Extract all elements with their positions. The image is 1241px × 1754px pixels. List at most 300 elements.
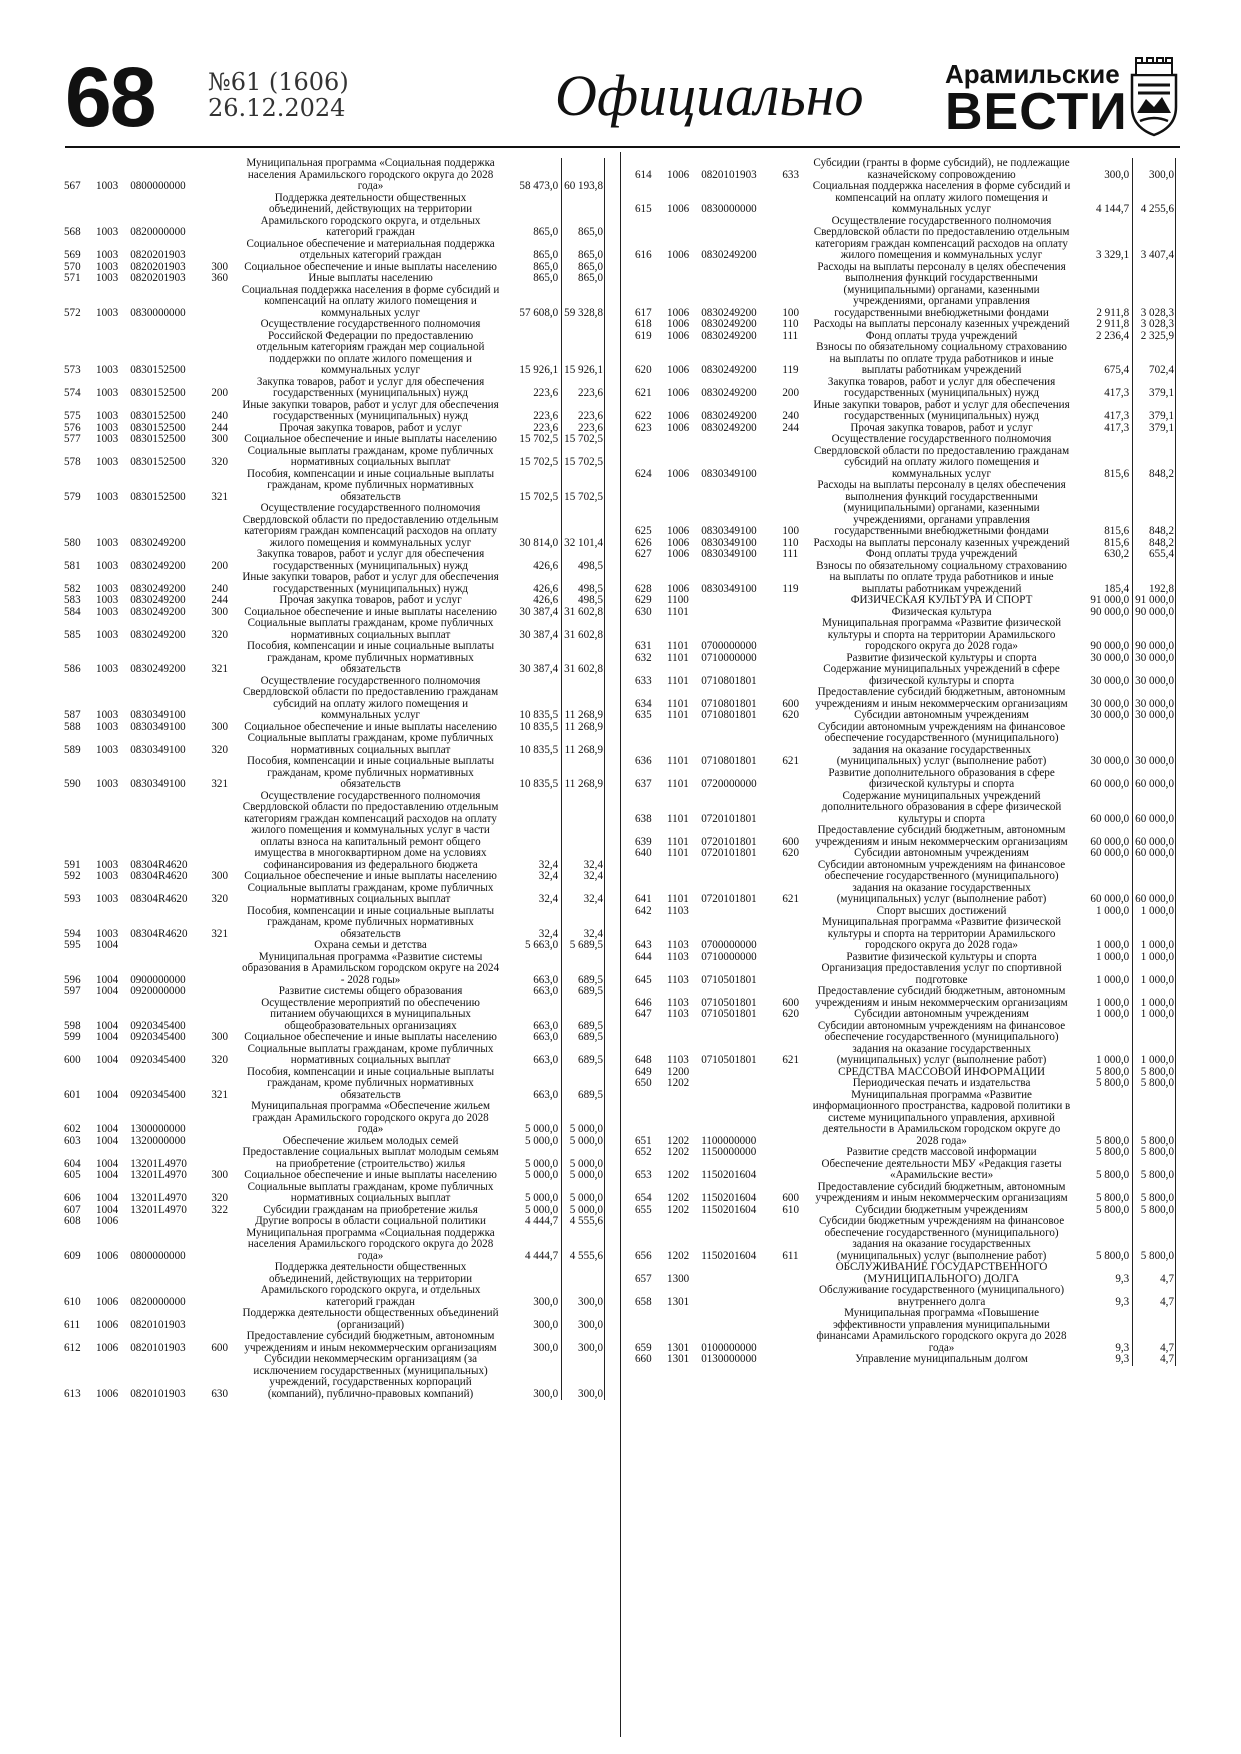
amount-2026: 32,4: [562, 791, 605, 872]
amount-2026: 5 800,0: [1133, 1216, 1176, 1262]
section-code: 1101: [667, 778, 689, 790]
section-code: 1003: [96, 743, 119, 756]
expense-type: 321: [211, 927, 228, 940]
expense-type: [781, 791, 811, 826]
table-row: [63, 1182, 605, 1205]
row-number: 638: [635, 812, 652, 825]
section-code: 1004: [96, 973, 119, 986]
item-name: Субсидии автономным учреждениям на финансовое обеспечение государственного (муниципального) задания на оказание государственных (муниципальных) услуг (выполнение работ): [817, 1019, 1066, 1066]
amount-2025: 417,3: [1104, 410, 1130, 422]
item-name: Взносы по обязательному социальному страхованию на выплаты по оплате труда работников и иные выплаты работникам учреждений: [816, 559, 1067, 595]
header-rule: [65, 146, 1180, 148]
amount-2026: 223,6: [562, 377, 605, 400]
row-number: 634: [635, 697, 652, 710]
expense-type: [781, 181, 811, 216]
item-name: Обеспечение жильем молодых семей: [282, 1134, 459, 1147]
row-number: 595: [64, 939, 81, 951]
expense-type: 600: [782, 697, 799, 710]
amount-2025: 5 800,0: [1095, 1065, 1130, 1078]
target-code: 0830249200: [701, 306, 757, 319]
target-code: 0800000000: [130, 1249, 186, 1262]
item-name: Поддержка деятельности общественных объединений, действующих на территории Арамильского городского округа, и отдельных категорий граждан: [260, 1261, 481, 1308]
amount-2025: 300,0: [533, 1387, 559, 1400]
amount-2026: 689,5: [562, 1067, 605, 1102]
target-code: 1150201604: [701, 1203, 757, 1216]
row-number: 591: [64, 858, 81, 871]
item-name: Социальное обеспечение и иные выплаты населению: [244, 433, 497, 445]
table-row: [63, 158, 605, 193]
section-code: 1006: [96, 1215, 119, 1227]
amount-2026: 689,5: [562, 1044, 605, 1067]
target-code: 0820101903: [130, 1318, 186, 1331]
expense-type: 621: [782, 893, 799, 905]
amount-2025: 223,6: [533, 387, 559, 399]
item-name: Предоставление субсидий бюджетным, автономным учреждениям и иным некоммерческим организациям: [815, 985, 1068, 1009]
amount-2026: 5 800,0: [1133, 1067, 1176, 1079]
target-code: 1100000000: [701, 1134, 757, 1147]
expense-type: 620: [782, 847, 799, 859]
expense-type: 111: [782, 329, 799, 342]
table-row: [634, 710, 1176, 722]
section-code: 1006: [667, 525, 690, 537]
section-code: 1003: [96, 180, 119, 192]
expense-type: [781, 963, 811, 986]
table-row: [63, 791, 605, 872]
item-name: ОБСЛУЖИВАНИЕ ГОСУДАРСТВЕННОГО (МУНИЦИПАЛЬНОГО) ДОЛГА: [835, 1261, 1048, 1285]
expense-type: 200: [782, 387, 799, 399]
expense-type: [210, 1216, 240, 1228]
section-code: 1004: [96, 1134, 119, 1147]
amount-2026: 32,4: [562, 883, 605, 906]
item-name: Субсидии гражданам на приобретение жилья: [263, 1203, 478, 1216]
row-number: 567: [64, 180, 81, 192]
row-number: 648: [635, 1054, 652, 1066]
expense-type: 110: [782, 536, 799, 549]
logo-line2: ВЕСТИ: [945, 83, 1128, 141]
section-code: 1004: [96, 1157, 119, 1170]
amount-2026: 1 000,0: [1133, 952, 1176, 964]
amount-2025: 60 000,0: [1090, 893, 1130, 905]
amount-2025: 3 329,1: [1095, 249, 1130, 261]
expense-type: 110: [782, 318, 799, 330]
expense-type: 620: [782, 709, 799, 721]
amount-2026: 32,4: [562, 906, 605, 941]
right-column: [634, 158, 1176, 1366]
amount-2025: 5 800,0: [1095, 1169, 1130, 1181]
amount-2026: 5 000,0: [562, 1182, 605, 1205]
target-code: 1150201604: [701, 1249, 757, 1262]
section-code: 1003: [96, 709, 119, 721]
amount-2026: 379,1: [1133, 377, 1176, 400]
table-row: [63, 273, 605, 285]
amount-2026: 5 800,0: [1133, 1147, 1176, 1159]
row-number: 605: [64, 1169, 81, 1181]
expense-type: 100: [782, 306, 799, 319]
row-number: 600: [64, 1054, 81, 1066]
target-code: 1150000000: [701, 1146, 757, 1158]
item-name: Иные закупки товаров, работ и услуг для обеспечения государственных (муниципальных) нужд: [813, 398, 1070, 422]
target-code: 0830349100: [130, 743, 186, 756]
expense-type: 321: [211, 663, 228, 675]
expense-type: [781, 906, 811, 918]
row-number: 642: [635, 904, 652, 917]
row-number: 607: [64, 1203, 81, 1216]
row-number: 570: [64, 260, 81, 273]
amount-2026: 689,5: [562, 952, 605, 987]
section-code: 1003: [96, 893, 119, 905]
section-code: 1103: [667, 950, 689, 963]
amount-2026: 1 000,0: [1133, 986, 1176, 1009]
amount-2026: 1 000,0: [1133, 906, 1176, 918]
table-row: [634, 262, 1176, 320]
amount-2025: 426,6: [533, 594, 559, 606]
row-number: 629: [635, 594, 652, 606]
amount-2026: 498,5: [562, 549, 605, 572]
amount-2025: 663,0: [533, 1088, 559, 1101]
item-name: ФИЗИЧЕСКАЯ КУЛЬТУРА И СПОРТ: [850, 594, 1033, 606]
table-row: [634, 1078, 1176, 1090]
amount-2025: 5 000,0: [524, 1134, 559, 1147]
amount-2026: 192,8: [1133, 561, 1176, 596]
amount-2025: 60 000,0: [1090, 847, 1130, 859]
row-number: 611: [64, 1318, 81, 1331]
amount-2026: 379,1: [1133, 400, 1176, 423]
target-code: [700, 1067, 781, 1079]
row-number: 619: [635, 329, 652, 342]
row-number: 653: [635, 1169, 652, 1181]
table-row: [634, 1354, 1176, 1366]
amount-2026: 5 800,0: [1133, 1205, 1176, 1217]
row-number: 590: [64, 778, 81, 790]
expense-type: 240: [782, 410, 799, 422]
table-row: [63, 1216, 605, 1228]
section-code: 1003: [96, 536, 119, 549]
amount-2026: 5 800,0: [1133, 1090, 1176, 1148]
table-row: [63, 871, 605, 883]
table-row: [63, 733, 605, 756]
table-row: [634, 158, 1176, 181]
item-name: Осуществление мероприятий по обеспечению питанием обучающихся в муниципальных общеобразовательных организациях: [261, 996, 480, 1032]
table-row: [634, 549, 1176, 561]
amount-2025: 815,6: [1104, 536, 1130, 549]
target-code: 13201L4970: [130, 1169, 187, 1181]
item-name: Охрана семьи и детства: [314, 939, 427, 951]
target-code: 0710801801: [701, 709, 757, 721]
target-code: 0720101801: [701, 893, 757, 905]
amount-2025: 15 702,5: [519, 456, 559, 468]
table-row: [63, 319, 605, 377]
item-name: Спорт высших достижений: [876, 904, 1007, 917]
table-row: [63, 1228, 605, 1263]
amount-2026: 5 689,5: [562, 940, 605, 952]
amount-2025: 5 800,0: [1095, 1146, 1130, 1158]
amount-2026: 3 407,4: [1133, 216, 1176, 262]
expense-type: 320: [211, 1192, 228, 1204]
row-number: 628: [635, 582, 652, 595]
amount-2026: 2 325,9: [1133, 331, 1176, 343]
amount-2025: 57 608,0: [519, 306, 559, 319]
section-code: 1103: [667, 1054, 689, 1066]
amount-2025: 60 000,0: [1090, 812, 1130, 825]
amount-2025: 300,0: [533, 1318, 559, 1331]
section-code: 1006: [667, 421, 690, 434]
table-row: [63, 503, 605, 549]
row-number: 573: [64, 364, 81, 376]
row-number: 636: [635, 755, 652, 767]
target-code: 0920000000: [130, 985, 186, 997]
table-row: [634, 917, 1176, 952]
table-row: [634, 618, 1176, 653]
target-code: 13201L4970: [130, 1192, 187, 1204]
table-row: [63, 1044, 605, 1067]
table-row: [634, 1285, 1176, 1308]
item-name: Обеспечение деятельности МБУ «Редакция газеты «Арамильские вести»: [821, 1157, 1062, 1181]
amount-2026: 4,7: [1133, 1308, 1176, 1354]
expense-type: 300: [211, 1169, 228, 1181]
item-name: Расходы на выплаты персоналу в целях обеспечения выполнения функций государственными (муниципальными) органами, казенными учреждениями, органами управления государственными внебюджетными фондами: [817, 260, 1066, 319]
column-divider: [620, 152, 621, 1737]
amount-2025: 417,3: [1104, 387, 1130, 399]
amount-2026: 5 000,0: [562, 1101, 605, 1136]
section-code: 1101: [667, 640, 689, 652]
section-title: Официально: [555, 63, 864, 128]
issue-date: 26.12.2024: [208, 94, 346, 122]
row-number: 603: [64, 1134, 81, 1147]
item-name: Развитие системы общего образования: [278, 985, 463, 997]
row-number: 657: [635, 1272, 652, 1285]
amount-2026: 11 268,9: [562, 722, 605, 734]
amount-2026: 3 028,3: [1133, 319, 1176, 331]
amount-2025: 2 911,8: [1096, 306, 1130, 319]
expense-type: 621: [782, 755, 799, 767]
amount-2025: 60 000,0: [1090, 778, 1130, 790]
target-code: 0830349100: [701, 525, 757, 537]
amount-2025: 90 000,0: [1090, 605, 1130, 618]
amount-2025: 32,4: [538, 927, 559, 940]
item-name: Социальная поддержка населения в форме субсидий и компенсаций на оплату жилого помещения и коммунальных услуг: [812, 180, 1071, 215]
target-code: 1300000000: [130, 1123, 186, 1135]
target-code: 0700000000: [701, 640, 757, 652]
amount-2026: 11 268,9: [562, 676, 605, 722]
section-code: 1003: [96, 628, 119, 641]
row-number: 624: [635, 467, 652, 480]
expense-type: [210, 239, 240, 262]
table-row: [63, 986, 605, 998]
expense-type: 244: [211, 421, 228, 434]
table-row: [634, 1262, 1176, 1285]
section-code: 1006: [96, 1341, 119, 1354]
amount-2026: 655,4: [1133, 549, 1176, 561]
target-code: 0830000000: [701, 203, 757, 215]
row-number: 596: [64, 973, 81, 986]
table-row: [634, 825, 1176, 848]
row-number: 610: [64, 1295, 81, 1308]
target-code: 0830152500: [130, 410, 186, 422]
row-number: 626: [635, 536, 652, 549]
item-name: Социальное обеспечение и иные выплаты населению: [244, 870, 497, 882]
amount-2026: 30 000,0: [1133, 664, 1176, 687]
section-code: 1003: [96, 927, 119, 940]
expense-type: 321: [211, 1088, 228, 1101]
amount-2025: 32,4: [538, 858, 559, 871]
table-row: [63, 998, 605, 1033]
table-row: [634, 561, 1176, 596]
amount-2025: 815,6: [1104, 525, 1130, 537]
row-number: 650: [635, 1077, 652, 1089]
row-number: 637: [635, 778, 652, 790]
expense-type: [781, 607, 811, 619]
table-row: [63, 1101, 605, 1136]
amount-2025: 663,0: [533, 1019, 559, 1032]
section-code: 1003: [96, 582, 119, 595]
amount-2026: 30 000,0: [1133, 722, 1176, 768]
table-row: [63, 641, 605, 676]
item-name: Закупка товаров, работ и услуг для обеспечения государственных (муниципальных) нужд: [827, 375, 1056, 399]
row-number: 616: [635, 249, 652, 261]
expense-type: 322: [211, 1203, 228, 1216]
item-name: Муниципальная программа «Развитие физической культуры и спорта на территории Арамильского городского округа до 2028 года»: [822, 916, 1062, 951]
item-name: Субсидии (гранты в форме субсидий), не подлежащие казначейскому сопровождению: [813, 157, 1070, 181]
item-name: Иные выплаты населению: [308, 272, 433, 284]
expense-type: [781, 216, 811, 262]
section-code: 1202: [667, 1249, 690, 1262]
expense-type: [210, 1262, 240, 1308]
section-code: 1006: [667, 387, 690, 399]
amount-2025: 15 702,5: [519, 490, 559, 503]
item-name: Прочая закупка товаров, работ и услуг: [279, 594, 462, 606]
coat-of-arms-icon: [1128, 57, 1180, 137]
table-row: [634, 1308, 1176, 1354]
amount-2026: 300,0: [562, 1354, 605, 1400]
expense-type: [210, 193, 240, 239]
row-number: 597: [64, 985, 81, 997]
expense-type: 244: [211, 594, 228, 606]
amount-2025: 30 387,4: [519, 663, 559, 675]
section-code: 1003: [96, 249, 119, 261]
amount-2025: 223,6: [533, 421, 559, 434]
section-code: 1101: [667, 847, 689, 859]
table-row: [634, 687, 1176, 710]
target-code: 0830349100: [130, 720, 186, 733]
item-name: Развитие физической культуры и спорта: [846, 651, 1037, 664]
expense-type: [210, 676, 240, 722]
expense-type: [210, 503, 240, 549]
target-code: 08304R4620: [130, 858, 188, 871]
item-name: Осуществление государственного полномочия Свердловской области по предоставлению гражданам субсидий на оплату жилого помещения и коммунальных услуг: [813, 433, 1070, 480]
budget-table-right: [634, 158, 1176, 1366]
amount-2025: 90 000,0: [1090, 640, 1130, 652]
target-code: 0800000000: [130, 180, 186, 192]
target-code: 0920345400: [130, 1088, 186, 1101]
target-code: 0830249200: [130, 605, 186, 618]
expense-type: 600: [782, 1192, 799, 1204]
row-number: 660: [635, 1353, 652, 1365]
expense-type: [781, 917, 811, 952]
expense-type: [781, 653, 811, 665]
amount-2025: 663,0: [533, 1031, 559, 1043]
target-code: 0820000000: [130, 1295, 186, 1308]
item-name: Организация предоставления услуг по спортивной подготовке: [821, 962, 1062, 986]
item-name: Социальное обеспечение и иные выплаты населению: [244, 1031, 497, 1043]
expense-type: [210, 1228, 240, 1263]
amount-2026: 3 028,3: [1133, 262, 1176, 320]
section-code: 1006: [667, 467, 690, 480]
item-name: Предоставление субсидий бюджетным, автономным учреждениям и иным некоммерческим организациям: [815, 1180, 1068, 1204]
item-name: Пособия, компенсации и иные социальные выплаты гражданам, кроме публичных нормативных обязательств: [247, 467, 495, 503]
expense-type: 321: [211, 490, 228, 503]
item-name: Прочая закупка товаров, работ и услуг: [850, 421, 1033, 434]
section-code: 1006: [667, 249, 690, 261]
amount-2025: 300,0: [533, 1341, 559, 1354]
item-name: Содержание муниципальных учреждений в сфере физической культуры и спорта: [823, 663, 1060, 687]
expense-type: 320: [211, 893, 228, 905]
expense-type: 630: [211, 1387, 228, 1400]
item-name: Субсидии автономным учреждениям на финансовое обеспечение государственного (муниципального) задания на оказание государственных (муниципальных) услуг (выполнение работ): [817, 720, 1066, 767]
expense-type: [781, 1285, 811, 1308]
section-code: 1101: [667, 812, 689, 825]
section-code: 1103: [667, 996, 689, 1009]
section-code: 1101: [667, 835, 689, 848]
row-number: 608: [64, 1215, 81, 1227]
amount-2025: 1 000,0: [1095, 904, 1130, 917]
target-code: 0830249200: [701, 364, 757, 376]
section-code: 1004: [96, 939, 119, 951]
amount-2026: 498,5: [562, 572, 605, 595]
row-number: 622: [635, 410, 652, 422]
amount-2026: 1 000,0: [1133, 963, 1176, 986]
section-code: 1006: [96, 1387, 119, 1400]
item-name: Муниципальная программа «Социальная поддержка населения Арамильского городского округа до 2028 года»: [246, 157, 495, 192]
amount-2026: 689,5: [562, 1032, 605, 1044]
amount-2025: 1 000,0: [1095, 1008, 1130, 1020]
target-code: 0830152500: [130, 456, 186, 468]
amount-2025: 4 444,7: [524, 1215, 559, 1227]
target-code: 0710501801: [701, 973, 757, 986]
target-code: 0830349100: [701, 536, 757, 549]
amount-2026: 865,0: [562, 273, 605, 285]
target-code: 0820101903: [701, 168, 757, 181]
amount-2025: 426,6: [533, 559, 559, 572]
table-row: [634, 216, 1176, 262]
item-name: Поддержка деятельности общественных объединений, действующих на территории Арамильского городского округа, и отдельных категорий граждан: [260, 191, 481, 238]
target-code: 1150201604: [701, 1192, 757, 1204]
target-code: 0710801801: [701, 697, 757, 710]
target-code: 08304R4620: [130, 870, 188, 882]
amount-2025: 865,0: [533, 249, 559, 261]
section-code: 1006: [667, 306, 690, 319]
amount-2025: 865,0: [533, 226, 559, 238]
budget-table-left: [63, 158, 605, 1400]
item-name: Субсидии автономным учреждениям на финансовое обеспечение государственного (муниципального) задания на оказание государственных (муниципальных) услуг (выполнение работ): [817, 858, 1066, 905]
row-number: 576: [64, 421, 81, 434]
section-code: 1006: [96, 1295, 119, 1308]
expense-type: [210, 158, 240, 193]
expense-type: 611: [782, 1249, 799, 1262]
section-code: 1003: [96, 410, 119, 422]
amount-2026: 11 268,9: [562, 756, 605, 791]
row-number: 625: [635, 525, 652, 537]
expense-type: 320: [211, 1054, 228, 1066]
expense-type: [210, 952, 240, 987]
section-code: 1101: [667, 709, 689, 721]
amount-2025: 30 000,0: [1090, 755, 1130, 767]
target-code: 0830349100: [701, 582, 757, 595]
item-name: Периодическая печать и издательства: [852, 1077, 1031, 1089]
amount-2026: 4,7: [1133, 1285, 1176, 1308]
row-number: 644: [635, 950, 652, 963]
expense-type: [781, 664, 811, 687]
row-number: 649: [635, 1065, 652, 1078]
